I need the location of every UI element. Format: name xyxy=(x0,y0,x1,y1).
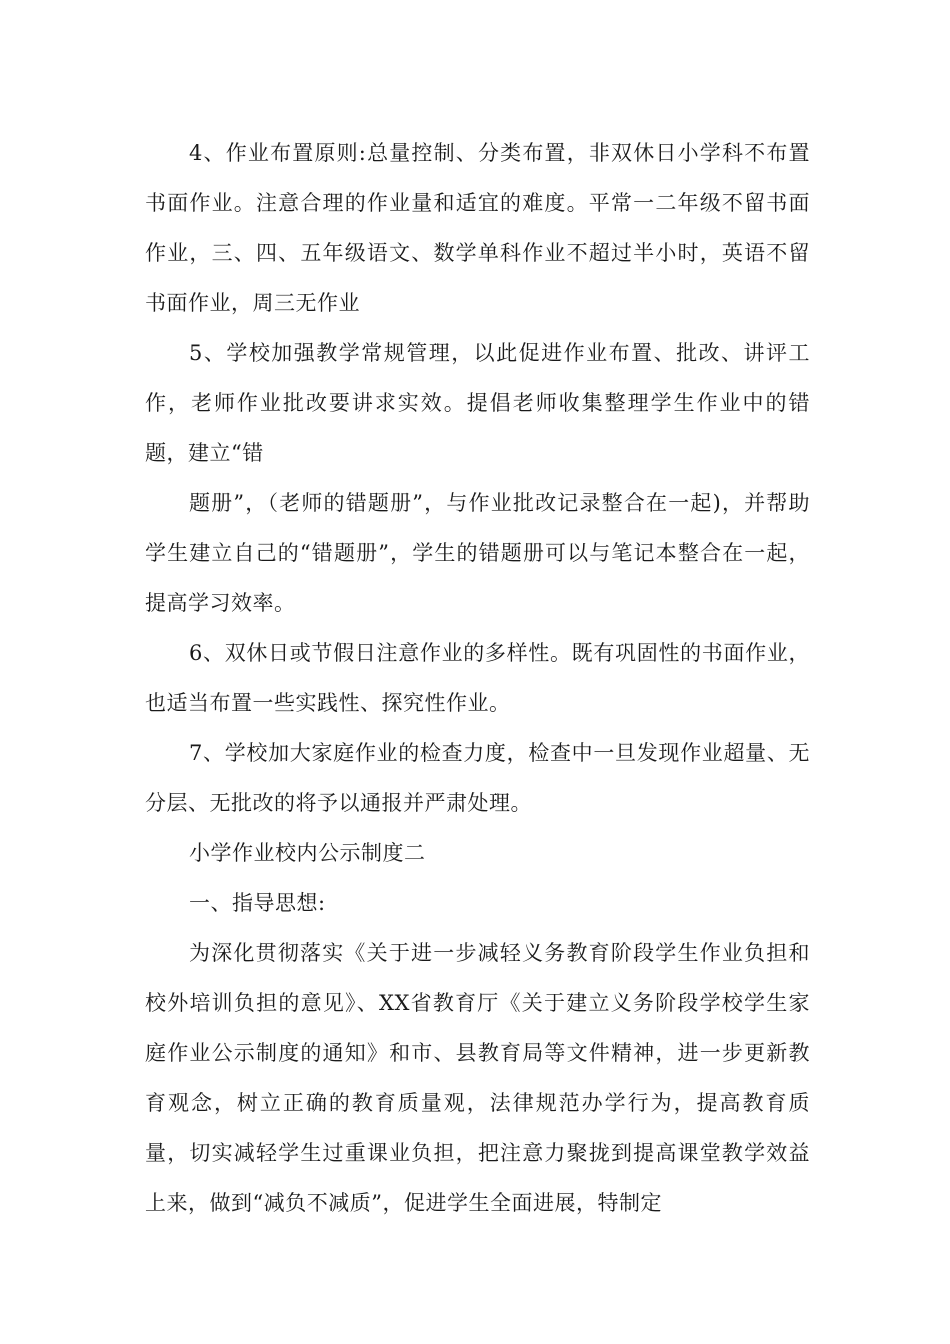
paragraph-teaching-management: 5、学校加强教学常规管理，以此促进作业布置、批改、讲评工作，老师作业批改要讲求实效。提倡老师收集整理学生作业中的错题，建立“错 xyxy=(145,341,810,465)
paragraph-error-notebook: 题册”，（老师的错题册”，与作业批改记录整合在一起)，并帮助学生建立自己的“错题册”，学生的错题册可以与笔记本整合在一起，提高学习效率。 xyxy=(145,491,810,615)
paragraph-homework-principles: 4、作业布置原则:总量控制、分类布置，非双休日小学科不布置书面作业。注意合理的作业量和适宜的难度。平常一二年级不留书面作业，三、四、五年级语文、数学单科作业不超过半小时，英语不留书面作业，周三无作业 xyxy=(145,141,810,315)
section-heading-guiding-ideology: 一、指导思想: xyxy=(189,891,326,915)
paragraph-guiding-ideology: 为深化贯彻落实《关于进一步减轻义务教育阶段学生作业负担和校外培训负担的意见》、XX省教育厅《关于建立义务阶段学校学生家庭作业公示制度的通知》和市、县教育局等文件精神，进一步更新教育观念，树立正确的教育质量观，法律规范办学行为，提高教育质量，切实减轻学生过重课业负担，把注意力聚拢到提高课堂教学效益上来，做到“减负不减质”，促进学生全面进展，特制定 xyxy=(145,941,810,1215)
document-body xyxy=(145,128,810,1228)
section-title: 小学作业校内公示制度二 xyxy=(189,841,426,865)
paragraph-inspection: 7、学校加大家庭作业的检查力度，检查中一旦发现作业超量、无分层、无批改的将予以通报并严肃处理。 xyxy=(145,741,810,815)
paragraph-holiday-homework: 6、双休日或节假日注意作业的多样性。既有巩固性的书面作业，也适当布置一些实践性、探究性作业。 xyxy=(145,641,810,715)
